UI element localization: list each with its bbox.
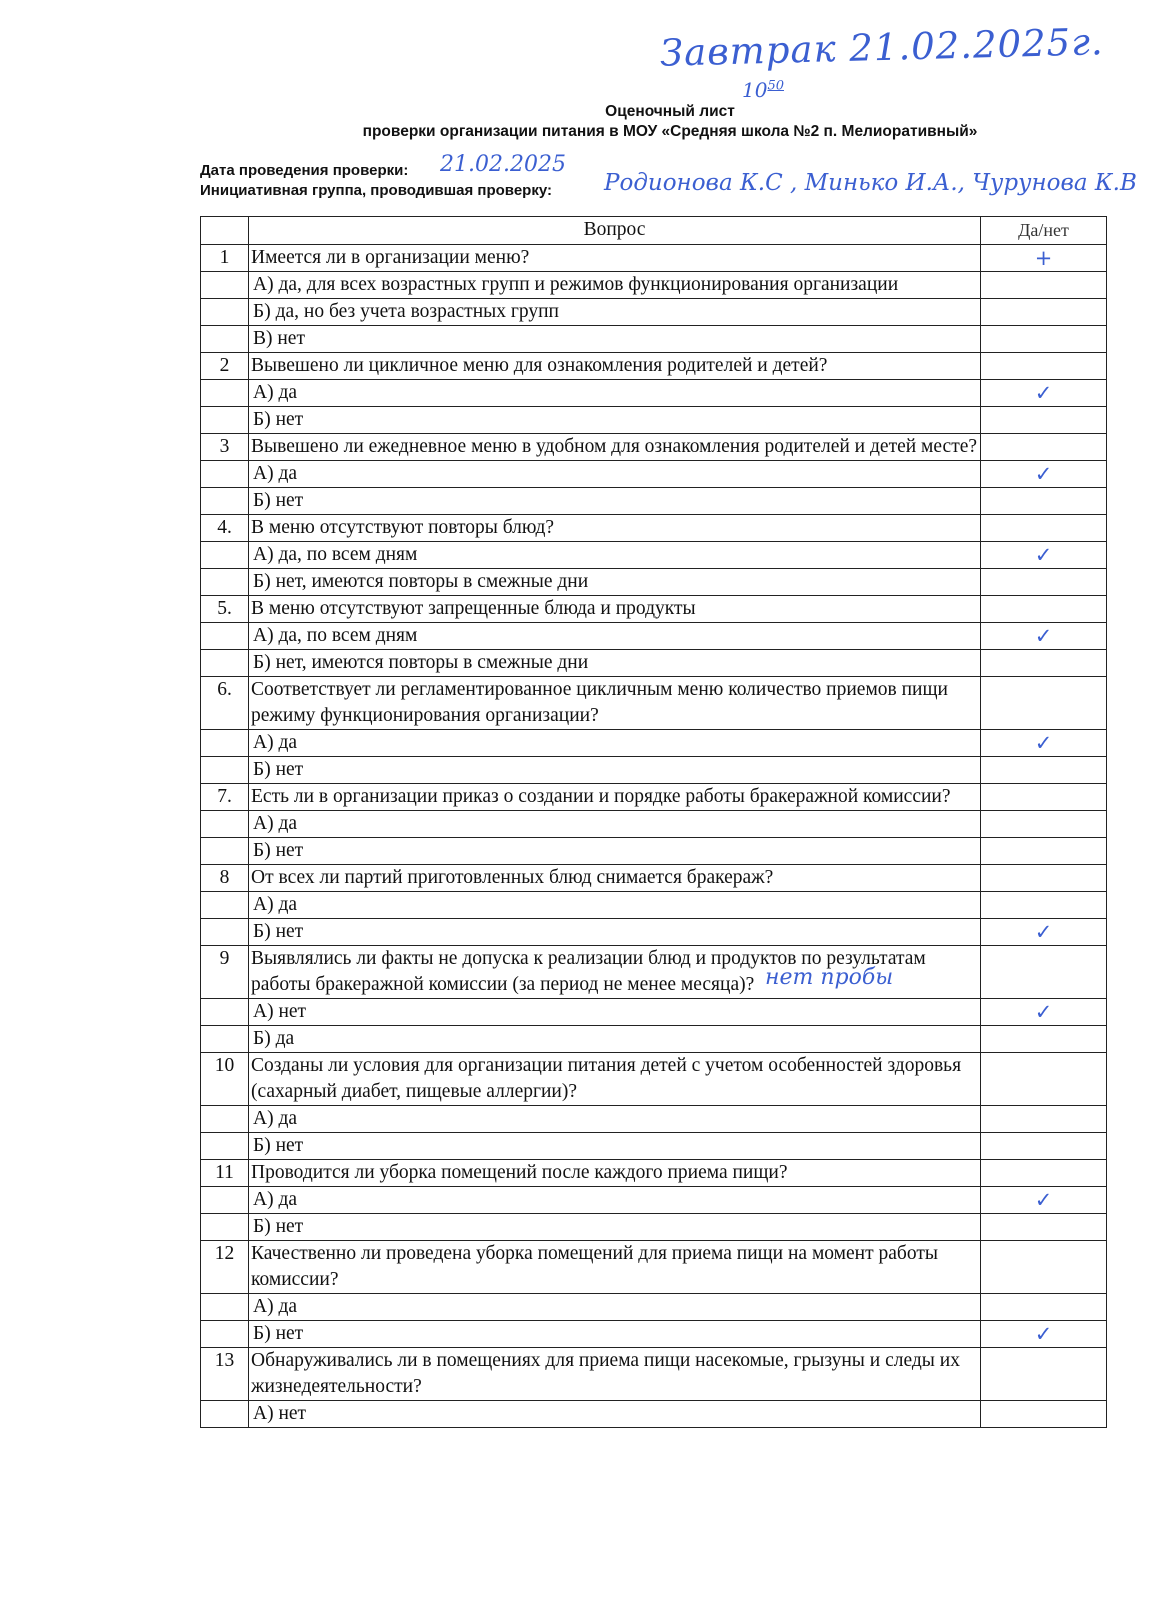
row-number: [201, 1294, 249, 1321]
option-text: А) да, по всем дням: [249, 623, 981, 650]
option-row: [201, 1401, 1107, 1428]
option-row: [201, 1321, 1107, 1348]
answer-mark: ✓: [981, 380, 1107, 407]
answer-mark: [981, 757, 1107, 784]
row-number: 6.: [201, 677, 249, 730]
option-row: [201, 623, 1107, 650]
row-number: 4.: [201, 515, 249, 542]
question-row: [201, 515, 1107, 542]
option-text: Б) нет: [249, 1214, 981, 1241]
option-text: Б) нет: [249, 919, 981, 946]
option-row: [201, 1294, 1107, 1321]
option-text: Б) нет, имеются повторы в смежные дни: [249, 569, 981, 596]
option-text: А) да, для всех возрастных групп и режимов функционирования организации: [249, 272, 981, 299]
option-row: [201, 326, 1107, 353]
option-text: Б) да: [249, 1026, 981, 1053]
answer-mark: ✓: [981, 1187, 1107, 1214]
option-row: [201, 299, 1107, 326]
row-number: [201, 919, 249, 946]
handwritten-inspection-date: 21.02.2025: [440, 152, 566, 177]
row-number: [201, 1214, 249, 1241]
question-text: В меню отсутствуют повторы блюд?: [249, 515, 981, 542]
option-text: Б) нет: [249, 838, 981, 865]
question-text: Вывешено ли цикличное меню для ознакомления родителей и детей?: [249, 353, 981, 380]
question-text: Есть ли в организации приказ о создании и порядке работы бракеражной комиссии?: [249, 784, 981, 811]
option-text: А) да: [249, 1187, 981, 1214]
question-row: [201, 1160, 1107, 1187]
question-row: [201, 353, 1107, 380]
question-row: [201, 865, 1107, 892]
row-number: [201, 380, 249, 407]
answer-header: Да/нет: [981, 217, 1107, 245]
row-number: [201, 1321, 249, 1348]
option-row: [201, 407, 1107, 434]
answer-mark: [981, 569, 1107, 596]
answer-mark: ✓: [981, 461, 1107, 488]
option-row: [201, 272, 1107, 299]
answer-mark: [981, 838, 1107, 865]
row-number: [201, 623, 249, 650]
option-row: [201, 1187, 1107, 1214]
row-number: [201, 838, 249, 865]
answer-mark: [981, 1160, 1107, 1187]
row-number: 3: [201, 434, 249, 461]
inspection-group-label: Инициативная группа, проводившая проверку:: [200, 182, 552, 199]
row-number: 9: [201, 946, 249, 999]
answer-mark: [981, 650, 1107, 677]
checklist-table: [200, 216, 1107, 1428]
row-number: 8: [201, 865, 249, 892]
question-row: [201, 784, 1107, 811]
answer-mark: [981, 1053, 1107, 1106]
question-row: [201, 434, 1107, 461]
inspection-date-label: Дата проведения проверки:: [200, 162, 409, 179]
question-row: [201, 1348, 1107, 1401]
answer-mark: [981, 811, 1107, 838]
option-text: А) нет: [249, 999, 981, 1026]
option-row: [201, 999, 1107, 1026]
answer-mark: [981, 488, 1107, 515]
question-row: [201, 677, 1107, 730]
row-number: 12: [201, 1241, 249, 1294]
row-number: [201, 1401, 249, 1428]
option-text: А) да, по всем дням: [249, 542, 981, 569]
row-number: [201, 730, 249, 757]
question-text: Выявлялись ли факты не допуска к реализации блюд и продуктов по результатам работы бракеражной комиссии (за период не менее месяца)?: [249, 946, 981, 999]
answer-mark: [981, 1133, 1107, 1160]
row-number: 1: [201, 245, 249, 272]
option-row: [201, 569, 1107, 596]
option-text: Б) нет: [249, 1321, 981, 1348]
option-text: А) да: [249, 730, 981, 757]
option-row: [201, 380, 1107, 407]
question-text: Имеется ли в организации меню?: [249, 245, 981, 272]
answer-mark: [981, 784, 1107, 811]
row-number: [201, 1106, 249, 1133]
question-row: [201, 946, 1107, 999]
row-number: [201, 407, 249, 434]
answer-mark: [981, 1214, 1107, 1241]
answer-mark: [981, 1026, 1107, 1053]
option-row: [201, 542, 1107, 569]
option-row: [201, 1214, 1107, 1241]
option-text: Б) да, но без учета возрастных групп: [249, 299, 981, 326]
row-number: [201, 811, 249, 838]
option-text: А) да: [249, 892, 981, 919]
handwritten-note: нет пробы: [765, 965, 894, 990]
option-row: [201, 811, 1107, 838]
answer-mark: [981, 1241, 1107, 1294]
option-row: [201, 757, 1107, 784]
handwritten-group-names: Родионова К.С , Минько И.А., Чурунова К.В: [604, 170, 1137, 196]
row-number: [201, 999, 249, 1026]
answer-mark: [981, 326, 1107, 353]
option-row: [201, 919, 1107, 946]
row-number: [201, 1187, 249, 1214]
row-number: 7.: [201, 784, 249, 811]
option-text: А) да: [249, 461, 981, 488]
option-row: [201, 1133, 1107, 1160]
answer-mark: [981, 1106, 1107, 1133]
row-number: [201, 1133, 249, 1160]
option-row: [201, 892, 1107, 919]
option-text: А) да: [249, 1294, 981, 1321]
row-number: [201, 461, 249, 488]
option-text: Б) нет: [249, 757, 981, 784]
row-number: [201, 892, 249, 919]
question-row: [201, 1241, 1107, 1294]
question-text: Вывешено ли ежедневное меню в удобном для ознакомления родителей и детей месте?: [249, 434, 981, 461]
row-number: [201, 650, 249, 677]
question-text: Созданы ли условия для организации питания детей с учетом особенностей здоровья (сахарный диабет, пищевые аллергии)?: [249, 1053, 981, 1106]
option-row: [201, 650, 1107, 677]
option-text: Б) нет, имеются повторы в смежные дни: [249, 650, 981, 677]
row-number: [201, 542, 249, 569]
option-text: А) да: [249, 380, 981, 407]
question-text: Обнаруживались ли в помещениях для приема пищи насекомые, грызуны и следы их жизнедеятельности?: [249, 1348, 981, 1401]
answer-mark: ✓: [981, 919, 1107, 946]
question-text: Соответствует ли регламентированное цикличным меню количество приемов пищи режиму функционирования организации?: [249, 677, 981, 730]
answer-mark: [981, 353, 1107, 380]
option-text: А) да: [249, 1106, 981, 1133]
row-number: 10: [201, 1053, 249, 1106]
num-header: [201, 217, 249, 245]
question-header: Вопрос: [249, 217, 981, 245]
option-row: [201, 1106, 1107, 1133]
option-row: [201, 838, 1107, 865]
table-header-row: [201, 217, 1107, 245]
answer-mark: [981, 946, 1107, 999]
answer-mark: [981, 515, 1107, 542]
document-title: Оценочный лист: [605, 103, 735, 120]
answer-mark: [981, 1401, 1107, 1428]
question-text: В меню отсутствуют запрещенные блюда и продукты: [249, 596, 981, 623]
answer-mark: [981, 892, 1107, 919]
option-text: Б) нет: [249, 1133, 981, 1160]
row-number: [201, 757, 249, 784]
answer-mark: ✓: [981, 999, 1107, 1026]
question-row: [201, 245, 1107, 272]
question-text: Проводится ли уборка помещений после каждого приема пищи?: [249, 1160, 981, 1187]
option-row: [201, 1026, 1107, 1053]
handwritten-meal-date: Завтрак 21.02.2025г.: [659, 20, 1105, 75]
option-text: Б) нет: [249, 407, 981, 434]
handwritten-time-hour: 10: [742, 78, 768, 102]
answer-mark: [981, 272, 1107, 299]
row-number: [201, 569, 249, 596]
option-text: А) нет: [249, 1401, 981, 1428]
option-row: [201, 730, 1107, 757]
row-number: 2: [201, 353, 249, 380]
answer-mark: [981, 865, 1107, 892]
question-row: [201, 596, 1107, 623]
row-number: [201, 488, 249, 515]
answer-mark: +: [981, 245, 1107, 272]
handwritten-time: [742, 78, 784, 102]
option-text: В) нет: [249, 326, 981, 353]
option-text: А) да: [249, 811, 981, 838]
option-text: Б) нет: [249, 488, 981, 515]
answer-mark: [981, 596, 1107, 623]
option-row: [201, 488, 1107, 515]
answer-mark: [981, 1348, 1107, 1401]
row-number: [201, 326, 249, 353]
row-number: 13: [201, 1348, 249, 1401]
answer-mark: ✓: [981, 1321, 1107, 1348]
answer-mark: [981, 407, 1107, 434]
answer-mark: [981, 1294, 1107, 1321]
answer-mark: [981, 299, 1107, 326]
option-row: [201, 461, 1107, 488]
answer-mark: ✓: [981, 542, 1107, 569]
question-text: От всех ли партий приготовленных блюд снимается бракераж?: [249, 865, 981, 892]
answer-mark: ✓: [981, 730, 1107, 757]
row-number: [201, 299, 249, 326]
checklist-body: [201, 245, 1107, 1428]
answer-mark: ✓: [981, 623, 1107, 650]
document-subtitle: проверки организации питания в МОУ «Средняя школа №2 п. Мелиоративный»: [362, 123, 978, 140]
handwritten-time-minutes: 50: [767, 78, 784, 94]
row-number: [201, 272, 249, 299]
row-number: 5.: [201, 596, 249, 623]
question-row: [201, 1053, 1107, 1106]
question-text: Качественно ли проведена уборка помещений для приема пищи на момент работы комиссии?: [249, 1241, 981, 1294]
answer-mark: [981, 434, 1107, 461]
row-number: [201, 1026, 249, 1053]
answer-mark: [981, 677, 1107, 730]
row-number: 11: [201, 1160, 249, 1187]
